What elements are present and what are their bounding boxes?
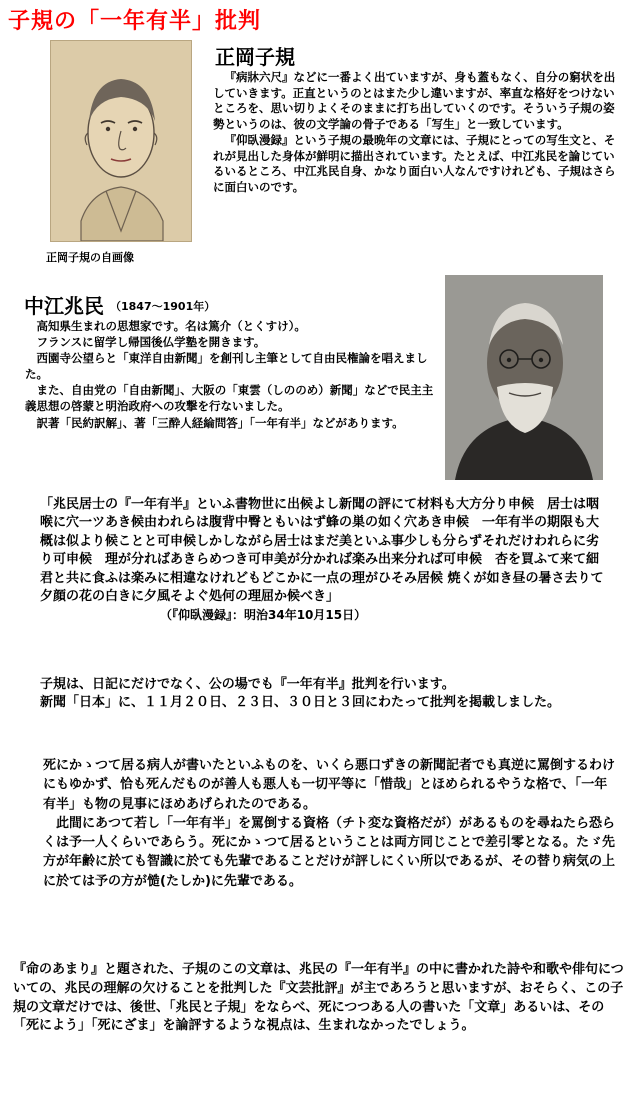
chomin-photo-image [445,275,603,480]
chomin-paragraph: 西園寺公望らと「東洋自由新聞」を創刊し主筆として自由民権論を唱えました。 [25,351,428,382]
chomin-paragraph: フランスに留学し帰国後仏学塾を開きます。 [36,335,266,350]
shiki-portrait-caption: 正岡子規の自画像 [46,251,134,264]
chomin-name: 中江兆民 [24,294,104,318]
quote-paragraph: 此間にあつて若し「一年有半」を罵倒する資格（チト変な資格だが）があるものを尋ねたら恐らくは予一人くらいであらう。死にかゝつて居るということは両方同じことで差引零となる。たゞ先方が年齢に於ても智識に於ても先輩であることだけが評しにくい所以であるが、その替り病気の上に於ては予の方が慥(たしか)に先輩である。 [43,815,616,889]
shiki-name-heading: 正岡子規 [215,45,295,69]
quote-text: 「兆民居士の『一年有半』といふ書物世に出候よし新聞の評にて材料も大方分り申候 居士は咽喉に穴一ツあき候由われらは腹背中臀ともいはず蜂の巣の如く穴あき申候 一年有半の期限も大概は似より候ことと可申候しかしながら居士はまだ美といふ事少しも分らずそれだけわれらに劣り可申候 理が分ればあきらめつき可申美が分かれば楽み出来分れば可申候 杏を買ふて来て細君と共に食ふは楽みに相違なけれどもどこかに一点の理がひそみ居候 焼くが如き昼の暑さ去りて夕顔の花の白きに夕風そよぐ処何の理屈か候べき」 [40,497,604,605]
chomin-years: （1847～1901年） [110,300,216,313]
intro-line: 新聞「日本」に、１１月２０日、２３日、３０日と３回にわたって批判を掲載しました。 [40,694,561,710]
shiki-sketch-drawing [51,41,191,241]
conclusion-paragraph [13,961,625,1036]
page-title: 子規の「一年有半」批判 [8,9,262,34]
gagyo-manroku-quote [40,496,610,626]
criticism-intro [27,676,627,711]
shiki-self-portrait-image [50,40,192,242]
chomin-name-heading [24,290,215,319]
shiki-paragraph: 『病牀六尺』などに一番よく出ていますが、身も蓋もなく、自分の窮状を出していきます。正直というのとはまた少し違いますが、率直な格好をつけないところを、思い切りよくそのままに打ち出していくのです。そういう子規の姿勢というのは、彼の文学論の骨子である「写生」と一致しています。 [213,70,616,132]
chomin-paragraph: 訳著「民約訳解」、著「三酔人経綸問答」「一年有半」などがあります。 [36,415,404,430]
chomin-description [25,318,435,431]
conclusion-text: 『命のあまり』と題された、子規のこの文章は、兆民の『一年有半』の中に書かれた詩や和歌や俳句についての、兆民の理解の欠けることを批判した『文芸批評』が主であろうと思いますが、おそらく、この子規の文章だけでは、後世、「兆民と子規」をならべ、死につつある人の書いた「文章」あるいは、その「死によう」「死にざま」を論評するような視点は、生まれなかったでしょう。 [13,962,624,1034]
chomin-paragraph: 高知県生まれの思想家です。名は篤介（とくすけ）。 [36,319,306,333]
shiki-description [213,70,616,196]
nippon-newspaper-quote [43,756,615,891]
shiki-paragraph: 『仰臥漫録』という子規の最晩年の文章には、子規にとっての写生文と、それが見出した身体が鮮明に描出されています。たとえば、中江兆民を論じているいるところ、中江兆民自身、かなり面白い人なんですけれども、子規はさらに面白いのです。 [213,132,616,194]
chomin-paragraph: また、自由党の「自由新聞」、大阪の「東雲（しののめ）新聞」などで民主主義思想の啓蒙と明治政府への攻撃を行ないました。 [25,383,434,414]
quote-source: （『仰臥漫録』：明治34年10月15日） [160,608,367,623]
quote-paragraph: 死にかゝつて居る病人が書いたといふものを、いくら悪口ずきの新聞記者でも真逆に罵倒するわけにもゆかず、恰も死んだものが善人も悪人も一切平等に「惜哉」とほめられるやうな格で、「一年有半」も物の見事にほめあげられたのである。 [43,758,616,812]
chomin-photo-drawing [445,275,603,480]
intro-line: 子規は、日記にだけでなく、公の場でも『一年有半』批判を行います。 [40,677,455,692]
